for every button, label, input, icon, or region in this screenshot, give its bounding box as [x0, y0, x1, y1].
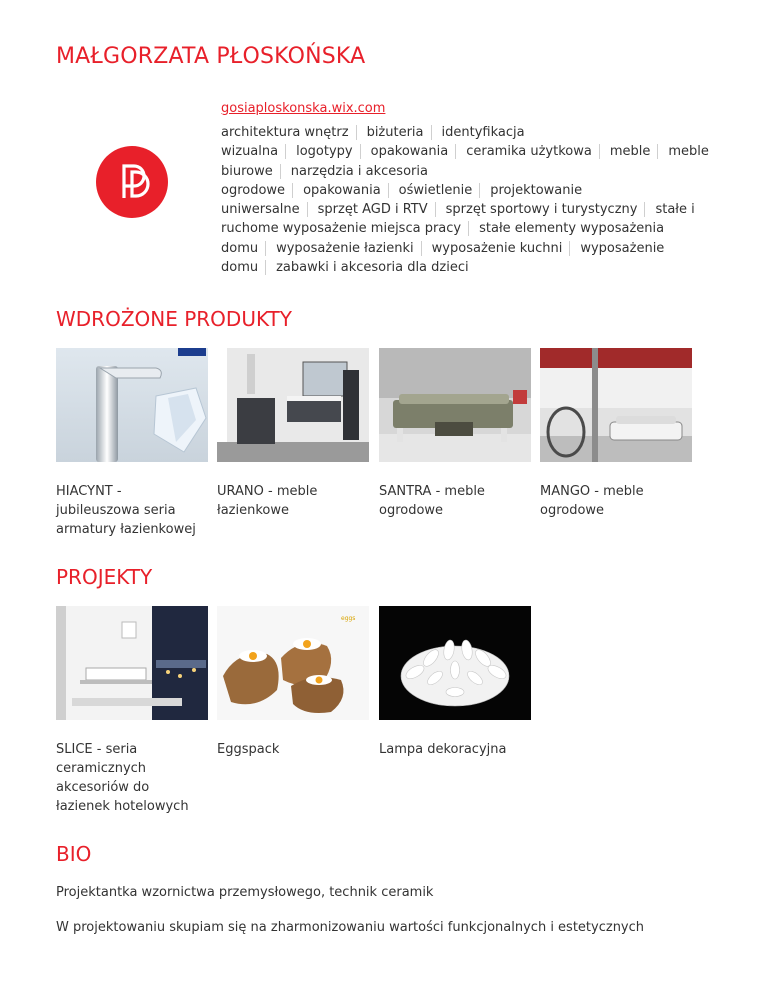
project-caption[interactable]: Lampa dekoracyjna: [379, 742, 507, 757]
tag-item[interactable]: opakowania: [292, 183, 381, 198]
eggspack-logo-text: eggs: [341, 615, 356, 622]
tag-item[interactable]: biżuteria: [356, 125, 424, 140]
tag-item[interactable]: narzędzia i akcesoria ogrodowe: [221, 163, 428, 198]
tag-item[interactable]: stałe i ruchome wyposażenie miejsca pracy: [221, 202, 695, 237]
tag-item[interactable]: projektowanie uniwersalne: [221, 182, 583, 218]
project-thumbnail-eggspack[interactable]: [217, 606, 369, 720]
project-caption[interactable]: SLICE - seria ceramicznych akcesoriów do łazienek hotelowych: [56, 742, 189, 814]
tag-item[interactable]: wyposażenie domu: [221, 240, 665, 276]
product-thumbnail-urano[interactable]: [217, 348, 369, 462]
product-caption[interactable]: MANGO - meble ogrodowe: [540, 484, 644, 518]
tag-item[interactable]: zabawki i akcesoria dla dzieci: [265, 260, 469, 275]
tag-item[interactable]: logotypy: [285, 144, 353, 159]
project-thumbnail-slice[interactable]: [56, 606, 208, 720]
designer-name: MAŁGORZATA PŁOSKOŃSKA: [56, 44, 366, 69]
products-section-title: WDROŻONE PRODUKTY: [56, 307, 292, 331]
website-link[interactable]: gosiaploskonska.wix.com: [221, 101, 386, 116]
tag-item[interactable]: oświetlenie: [388, 183, 473, 198]
product-caption[interactable]: HIACYNT - jubileuszowa seria armatury łazienkowej: [56, 484, 196, 537]
tag-item[interactable]: sprzęt sportowy i turystyczny: [435, 202, 638, 217]
bio-paragraph: Projektantka wzornictwa przemysłowego, technik ceramik: [56, 885, 434, 900]
bio-paragraph: W projektowaniu skupiam się na zharmonizowaniu wartości funkcjonalnych i estetycznych: [56, 920, 645, 935]
tag-item[interactable]: wyposażenie kuchni: [421, 241, 563, 256]
tag-item[interactable]: sprzęt AGD i RTV: [307, 202, 428, 217]
projects-section-title: PROJEKTY: [56, 565, 153, 589]
tag-item[interactable]: identyfikacja wizualna: [221, 125, 525, 160]
product-thumbnail-mango[interactable]: [540, 348, 692, 462]
tag-item[interactable]: meble biurowe: [221, 144, 709, 179]
product-thumbnail-hiacynt[interactable]: [56, 348, 208, 462]
tag-item[interactable]: meble: [599, 144, 651, 159]
project-thumbnail-lampa[interactable]: [379, 606, 531, 720]
product-thumbnail-santra[interactable]: [379, 348, 531, 462]
tag-item[interactable]: architektura wnętrz: [221, 125, 349, 140]
tag-item[interactable]: opakowania: [360, 144, 449, 159]
product-caption[interactable]: URANO - meble łazienkowe: [217, 484, 318, 518]
category-tags: [221, 123, 711, 277]
project-caption[interactable]: Eggspack: [217, 742, 280, 757]
designer-logo: [96, 146, 168, 218]
product-caption[interactable]: SANTRA - meble ogrodowe: [379, 484, 485, 518]
tag-item[interactable]: stałe elementy wyposażenia domu: [221, 221, 665, 256]
tag-item[interactable]: wyposażenie łazienki: [265, 241, 414, 256]
bio-section-title: BIO: [56, 842, 92, 866]
tag-item[interactable]: ceramika użytkowa: [455, 144, 592, 159]
